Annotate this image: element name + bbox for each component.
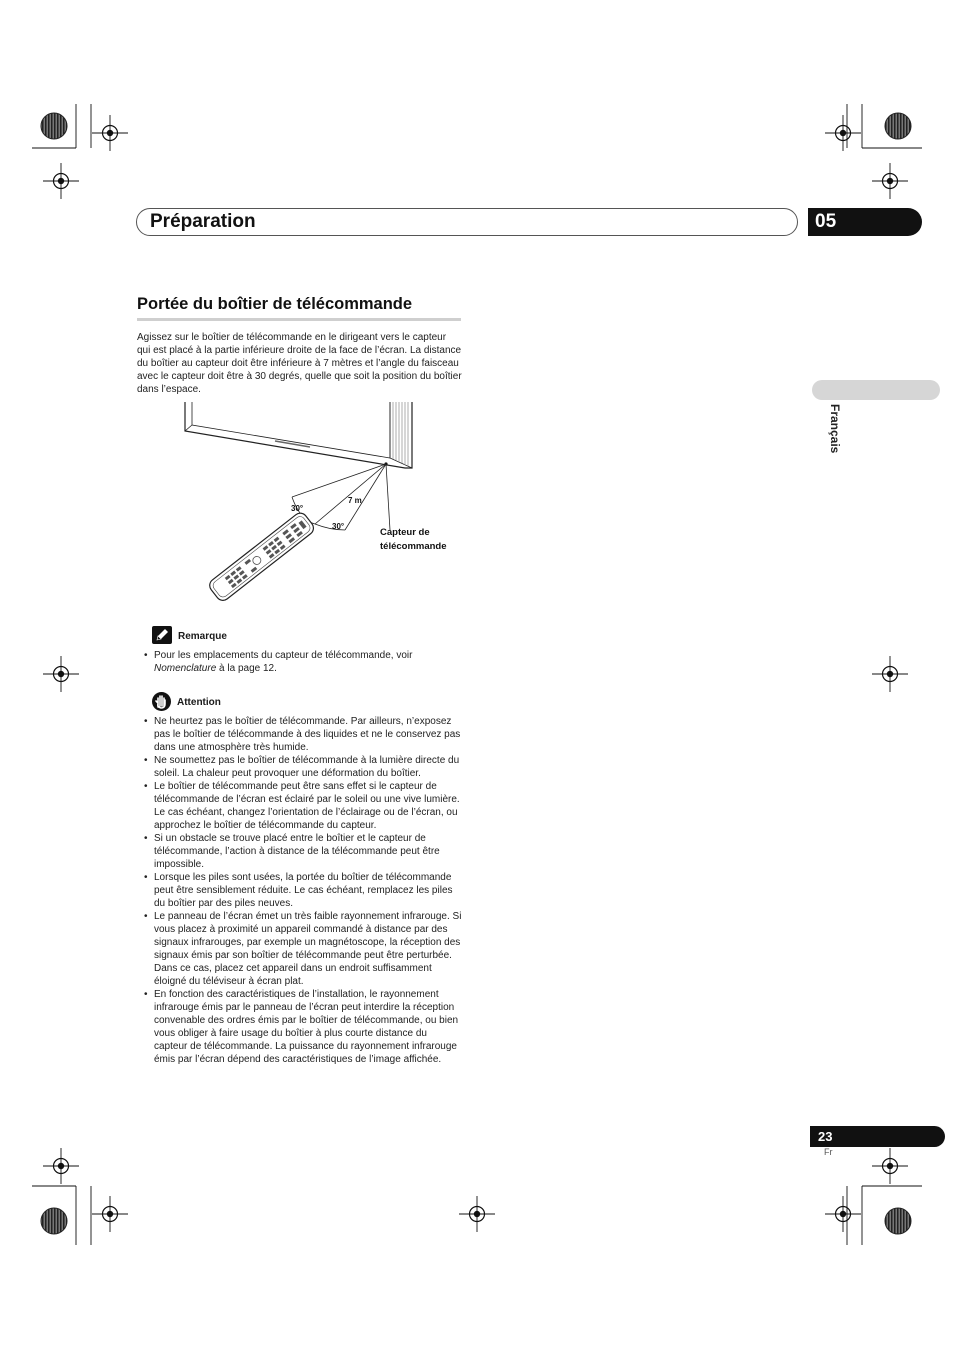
list-item: • Ne heurtez pas le boîtier de télécommande. Par ailleurs, n’exposez pas le boîtier de télécommande à des liquides et ne le conservez pas dans une atmosphère très humide. <box>137 715 462 754</box>
page-number: 23 <box>818 1129 833 1144</box>
remote-range-diagram <box>180 398 460 604</box>
list-item: • En fonction des caractéristiques de l’installation, le rayonnement infrarouge émis par le panneau de l’écran peut interdire la réception convenable des ordres émis par le boîtier de télécommande, ou bien vous obliger à faire usage du boîtier à plus courte distance du capteur de télécommande. La puissance du rayonnement infrarouge émis par l’écran dépend des caractéristiques de l’image affichée. <box>137 988 462 1066</box>
section-intro: Agissez sur le boîtier de télécommande en le dirigeant vers le capteur qui est placé à la partie inférieure droite de la face de l’écran. La distance du boîtier au capteur doit être inférieure à 7 mètres et l’angle du faisceau avec le capteur doit être à 30 degrés, quelle que soit la position du boîtier dans l’espace. <box>137 332 462 395</box>
language-label-wrap <box>830 404 844 484</box>
note-title: Remarque <box>178 631 227 642</box>
attention-title: Attention <box>177 697 221 708</box>
note-pencil-icon <box>152 626 172 644</box>
list-item <box>137 649 462 675</box>
sensor-label-line1: Capteur de <box>380 527 430 538</box>
remote-control-illustration <box>207 510 316 603</box>
chapter-number: 05 <box>815 211 837 232</box>
note-item-text-end: à la page 12. <box>216 663 277 674</box>
chapter-title: Préparation <box>150 211 256 232</box>
section-heading: Portée du boîtier de télécommande <box>137 295 413 313</box>
page-language-code: Fr <box>824 1147 833 1157</box>
note-item-reference: Nomenclature <box>154 663 217 674</box>
angle-left-label: 30° <box>291 504 304 513</box>
attention-list <box>137 715 462 1066</box>
list-item: • Lorsque les piles sont usées, la portée du boîtier de télécommande peut être sensiblement réduite. Le cas échéant, remplacez les piles du boîtier par des piles neuves. <box>137 871 462 910</box>
tv-screen-illustration <box>185 402 412 468</box>
distance-label: 7 m <box>348 496 362 505</box>
list-item: • Le panneau de l’écran émet un très faible rayonnement infrarouge. Si vous placez à proximité un appareil commandé à distance par des signaux infrarouges, par exemple un magnétoscope, la réception des signaux émis par son boîtier de télécommande peut être perturbée. Dans ce cas, placez cet appareil dans un endroit suffisamment éloigné du téléviseur à écran plat. <box>137 910 462 988</box>
section-divider <box>137 318 461 321</box>
list-item: • Ne soumettez pas le boîtier de télécommande à la lumière directe du soleil. La chaleur peut provoquer une déformation du boîtier. <box>137 754 462 780</box>
note-item-text: Pour les emplacements du capteur de télécommande, voir <box>154 650 413 661</box>
sensor-label-line2: télécommande <box>380 541 447 552</box>
list-item: • Le boîtier de télécommande peut être sans effet si le capteur de télécommande de l’écran est éclairé par le soleil ou une vive lumière. Le cas échéant, changez l’orientation de l’éclairage ou de l’écran, ou approchez le boîtier de télécommande du capteur. <box>137 780 462 832</box>
angle-right-label: 30° <box>332 522 345 531</box>
language-tab <box>812 380 940 400</box>
note-list <box>137 649 462 675</box>
attention-hand-icon <box>152 692 171 711</box>
language-label: Français <box>828 404 842 454</box>
list-item: • Si un obstacle se trouve placé entre le boîtier et le capteur de télécommande, l’action à distance de la télécommande peut être impossible. <box>137 832 462 871</box>
